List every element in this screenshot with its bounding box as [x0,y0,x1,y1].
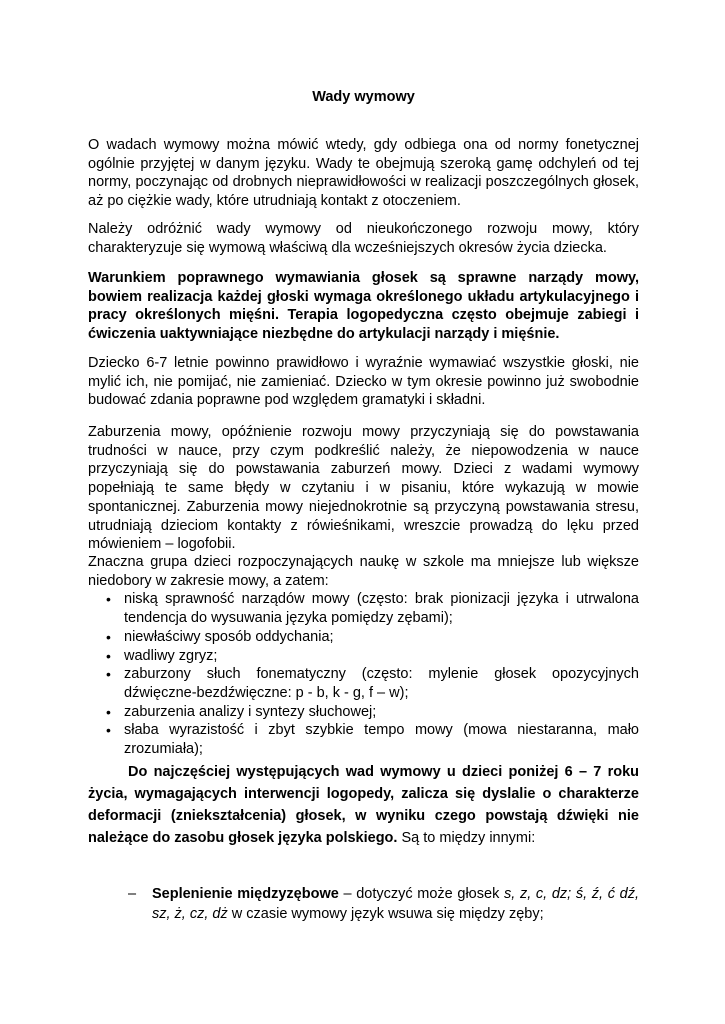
paragraph-text: Zaburzenia mowy, opóźnienie rozwoju mowy przyczyniają się do powstawania trudności w nauce, przy czym podkreślić należy, że niepowodzenia w nauce przyczyniają się do powstawania zaburzeń mowy. Dzieci z wadami wymowy popełniają te same błędy w czytaniu i w pisaniu, które wykazują w mowie spontanicznej. Zaburzenia mowy niejednokrotnie są przyczyną powstawania stresu, utrudniają dzieciom kontakty z rówieśnikami, wreszcie prowadzą do lęku przed mówieniem – logofobii. [88,424,639,553]
paragraph-conditions [88,269,639,344]
paragraph-intro [88,136,639,211]
bullet-icon: • [106,703,111,720]
paragraph-text: Znaczna grupa dzieci rozpoczynających naukę w szkole ma mniejsze lub większe niedobory w zakresie mowy, a zatem: [88,554,639,589]
deficits-list [88,590,639,758]
paragraph-text [88,761,639,849]
defect-type-sounds: s, z, c, dz; ś, ź, ć dź, sz, ż, cz, dż [152,886,640,922]
paragraph-text: Należy odróżnić wady wymowy od nieukończonego rozwoju mowy, który charakteryzuje się wymową właściwą dla wcześniejszych okresów życia dziecka. [88,221,639,256]
paragraph-text: Dziecko 6-7 letnie powinno prawidłowo i wyraźnie wymawiać wszystkie głoski, nie mylić ich, nie pomijać, nie zamieniać. Dziecko w tym okresie powinno już swobodnie budować zdania poprawne pod względem gramatyki i składni. [88,355,639,409]
list-item-text: wadliwy zgryz; [124,647,218,664]
list-item-text: słaba wyrazistość i zbyt szybkie tempo mowy (mowa niestaranna, mało zrozumiała); [124,722,639,758]
list-item [88,628,639,647]
list-item-text: zaburzenia analizy i syntezy słuchowej; [124,703,377,720]
paragraph-age [88,354,639,410]
paragraph-distinction [88,220,639,257]
defect-types-list [88,884,639,924]
paragraph-text: O wadach wymowy można mówić wtedy, gdy odbiega ona od normy fonetycznej ogólnie przyjętej w danym języku. Wady te obejmują szeroką gamę odchyleń od tej normy, poczynając od drobnych nieprawidłowości w realizacji poszczególnych głosek, aż po ciężkie wady, które utrudniają kontakt z otoczeniem. [88,137,639,210]
closing-normal-text: Są to między innymi: [401,830,536,846]
list-item [88,721,639,758]
list-item [88,884,639,924]
paragraph-text-bold: Warunkiem poprawnego wymawiania głosek są sprawne narządy mowy, bowiem realizacja każdej głoski wymaga określonego układu artykulacyjnego i pracy określonych mięśni. Terapia logopedyczna często obejmuje zabiegi i ćwiczenia uaktywniające niezbędne do artykulacji narządy i mięśnie. [88,270,639,343]
closing-bold-text: Do najczęściej występujących wad wymowy u dzieci poniżej 6 – 7 roku życia, wymagających interwencji logopedy, zalicza się dyslalie o charakterze deformacji (zniekształcenia) głosek, w wyniku czego powstają dźwięki nie należące do zasobu głosek języka polskiego. [88,764,639,846]
list-item [88,590,639,627]
bullet-icon: • [106,647,111,664]
list-item [88,647,639,666]
list-item [88,703,639,722]
defect-type-text-before: – dotyczyć może głosek [343,886,500,902]
list-item-text: niską sprawność narządów mowy (często: brak pionizacji języka i utrwalona tendencja do wysuwania języka pomiędzy zębami); [124,591,639,627]
list-item-text: niewłaściwy sposób oddychania; [124,628,334,645]
bullet-icon: • [106,628,111,645]
defect-type-name: Seplenienie międzyzębowe [152,886,339,902]
paragraph-deficits [88,553,639,759]
list-item-text: zaburzony słuch fonematyczny (często: mylenie głosek opozycyjnych dźwięczne-bezdźwięczne: p - b, k - g, f – w); [124,666,639,701]
bullet-icon: • [106,591,111,608]
list-item [88,665,639,702]
paragraph-disorders [88,423,639,554]
defect-type-text-after: w czasie wymowy język wsuwa się między zęby; [231,906,544,922]
paragraph-closing [88,761,639,849]
bullet-icon: • [106,722,111,739]
document-title: Wady wymowy [312,89,415,105]
bullet-icon: • [106,666,111,683]
dash-bullet-icon: – [128,886,137,902]
